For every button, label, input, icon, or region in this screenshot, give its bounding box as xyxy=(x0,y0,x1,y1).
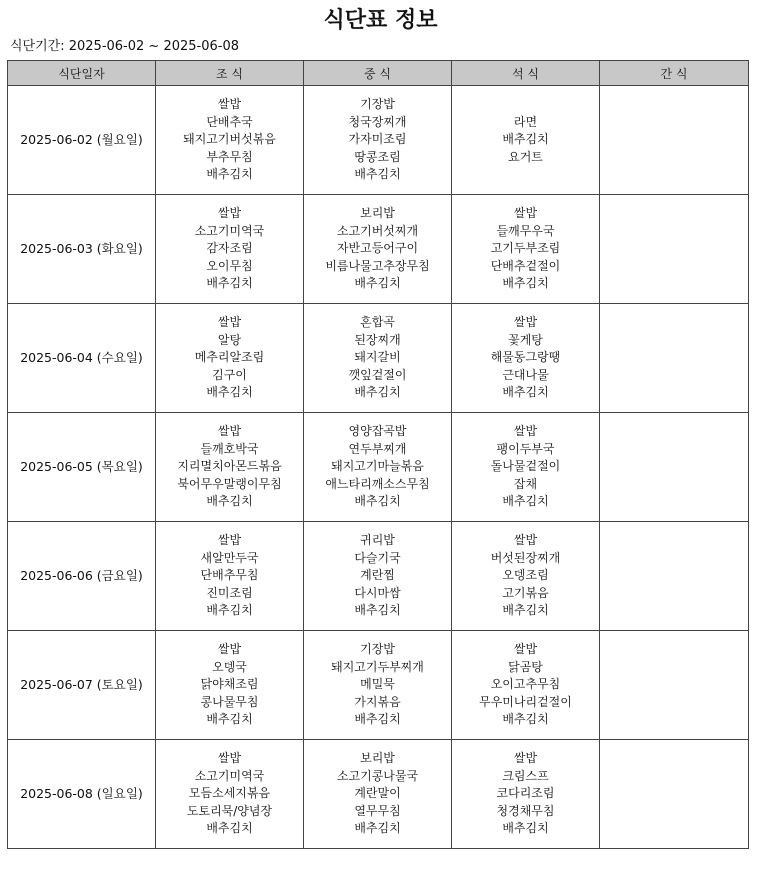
menu-cell-snack xyxy=(600,522,749,631)
menu-item: 단배추겉절이 xyxy=(490,258,561,273)
menu-item: 감자조림 xyxy=(206,241,253,256)
menu-item: 쌀밥 xyxy=(217,97,242,112)
menu-item: 메밀묵 xyxy=(360,677,395,692)
menu-table xyxy=(7,60,749,849)
menu-item: 콩나물무침 xyxy=(200,694,259,709)
table-row xyxy=(8,86,749,195)
menu-date: 2025-06-03 (화요일) xyxy=(8,195,156,304)
menu-item: 알탕 xyxy=(217,332,242,347)
menu-item: 쌀밥 xyxy=(217,315,242,330)
menu-item: 배추김치 xyxy=(502,385,549,400)
menu-item: 잡채 xyxy=(513,476,538,491)
menu-item: 소고기미역국 xyxy=(194,223,265,238)
menu-item: 오이무침 xyxy=(206,258,253,273)
menu-cell-lunch xyxy=(304,304,452,413)
menu-item: 땅콩조림 xyxy=(354,149,401,164)
menu-item: 배추김치 xyxy=(354,385,401,400)
menu-item: 새알만두국 xyxy=(200,550,259,565)
menu-item: 쌀밥 xyxy=(217,533,242,548)
menu-item: 배추김치 xyxy=(354,712,401,727)
menu-item: 쌀밥 xyxy=(513,424,538,439)
menu-item: 된장찌개 xyxy=(354,332,401,347)
menu-date: 2025-06-05 (목요일) xyxy=(8,413,156,522)
table-row xyxy=(8,304,749,413)
menu-item: 비름나물고추장무침 xyxy=(325,258,430,273)
menu-item: 계란찜 xyxy=(360,568,395,583)
menu-cell-lunch xyxy=(304,631,452,740)
menu-item: 돼지고기버섯볶음 xyxy=(183,132,276,147)
menu-item: 연두부찌개 xyxy=(348,441,407,456)
menu-item: 쌀밥 xyxy=(513,206,538,221)
menu-cell-breakfast xyxy=(156,413,304,522)
menu-item: 배추김치 xyxy=(206,712,253,727)
menu-item: 기장밥 xyxy=(360,97,395,112)
menu-cell-breakfast xyxy=(156,522,304,631)
menu-item: 배추김치 xyxy=(502,821,549,836)
menu-item: 보리밥 xyxy=(360,206,395,221)
menu-item: 김구이 xyxy=(212,367,247,382)
menu-body xyxy=(8,86,749,849)
menu-item: 배추김치 xyxy=(206,167,253,182)
menu-item: 배추김치 xyxy=(354,603,401,618)
menu-item: 해물동그랑땡 xyxy=(490,350,561,365)
menu-item: 보리밥 xyxy=(360,751,395,766)
menu-item: 크림스프 xyxy=(502,768,549,783)
menu-item: 배추김치 xyxy=(354,276,401,291)
menu-item: 배추김치 xyxy=(354,821,401,836)
menu-item: 꽃게탕 xyxy=(508,332,543,347)
menu-item: 단배추무침 xyxy=(200,568,259,583)
menu-item: 도토리묵/양념장 xyxy=(186,803,273,818)
menu-item: 귀리밥 xyxy=(360,533,395,548)
menu-cell-breakfast xyxy=(156,304,304,413)
menu-item: 배추김치 xyxy=(502,132,549,147)
menu-item: 쌀밥 xyxy=(217,424,242,439)
menu-item: 들깨호박국 xyxy=(200,441,259,456)
table-row xyxy=(8,195,749,304)
menu-item: 배추김치 xyxy=(206,276,253,291)
menu-item: 애느타리깨소스무침 xyxy=(325,476,430,491)
menu-item: 진미조림 xyxy=(206,585,253,600)
menu-item: 배추김치 xyxy=(206,494,253,509)
menu-item: 코다리조림 xyxy=(496,786,555,801)
menu-item: 다시마쌈 xyxy=(354,585,401,600)
menu-item: 청경채무침 xyxy=(496,803,555,818)
menu-item: 배추김치 xyxy=(502,712,549,727)
menu-item: 메추리알조림 xyxy=(194,350,265,365)
menu-item: 가자미조림 xyxy=(348,132,407,147)
menu-cell-lunch xyxy=(304,522,452,631)
menu-item: 배추김치 xyxy=(502,494,549,509)
menu-item: 오뎅국 xyxy=(212,659,247,674)
menu-item: 소고기콩나물국 xyxy=(336,768,419,783)
menu-cell-snack xyxy=(600,195,749,304)
header-dinner: 석 식 xyxy=(452,61,600,86)
menu-cell-lunch xyxy=(304,86,452,195)
menu-item: 지리멸치아몬드볶음 xyxy=(177,459,282,474)
menu-item: 혼합곡 xyxy=(360,315,395,330)
menu-item: 팽이두부국 xyxy=(496,441,555,456)
menu-item: 배추김치 xyxy=(206,821,253,836)
table-row xyxy=(8,413,749,522)
menu-cell-breakfast xyxy=(156,631,304,740)
menu-cell-dinner xyxy=(452,740,600,849)
menu-item: 돼지고기마늘볶음 xyxy=(331,459,424,474)
menu-item: 기장밥 xyxy=(360,642,395,657)
menu-item: 쌀밥 xyxy=(217,206,242,221)
menu-item: 배추김치 xyxy=(502,603,549,618)
header-date: 식단일자 xyxy=(8,61,156,86)
menu-item: 무우미나리겉절이 xyxy=(479,694,572,709)
menu-item: 모듬소세지볶음 xyxy=(188,786,271,801)
menu-item: 라면 xyxy=(513,114,538,129)
menu-item: 영양잡곡밥 xyxy=(348,424,407,439)
menu-item: 돼지갈비 xyxy=(354,350,401,365)
menu-item: 닭곰탕 xyxy=(508,659,543,674)
table-row xyxy=(8,522,749,631)
menu-item: 오뎅조림 xyxy=(502,568,549,583)
menu-cell-breakfast xyxy=(156,740,304,849)
menu-item: 쌀밥 xyxy=(217,751,242,766)
menu-item: 쌀밥 xyxy=(513,751,538,766)
menu-item: 돌나물겉절이 xyxy=(490,459,561,474)
menu-cell-lunch xyxy=(304,413,452,522)
menu-cell-snack xyxy=(600,413,749,522)
menu-cell-dinner xyxy=(452,631,600,740)
menu-cell-snack xyxy=(600,631,749,740)
menu-item: 오이고추무침 xyxy=(490,677,561,692)
menu-cell-lunch xyxy=(304,195,452,304)
menu-date: 2025-06-02 (월요일) xyxy=(8,86,156,195)
menu-cell-snack xyxy=(600,304,749,413)
menu-cell-snack xyxy=(600,740,749,849)
menu-item: 요거트 xyxy=(508,149,543,164)
menu-item: 닭야채조림 xyxy=(200,677,259,692)
menu-cell-dinner xyxy=(452,304,600,413)
table-row xyxy=(8,740,749,849)
menu-item: 계란말이 xyxy=(354,786,401,801)
menu-item: 소고기버섯찌개 xyxy=(336,223,419,238)
menu-cell-dinner xyxy=(452,195,600,304)
menu-period: 식단기간: 2025-06-02 ~ 2025-06-08 xyxy=(10,39,240,54)
header-breakfast: 조 식 xyxy=(156,61,304,86)
menu-date: 2025-06-07 (토요일) xyxy=(8,631,156,740)
menu-item: 고기볶음 xyxy=(502,585,549,600)
menu-item: 다슬기국 xyxy=(354,550,401,565)
menu-item: 들깨무우국 xyxy=(496,223,555,238)
menu-item: 배추김치 xyxy=(354,494,401,509)
menu-cell-lunch xyxy=(304,740,452,849)
menu-date: 2025-06-08 (일요일) xyxy=(8,740,156,849)
menu-item: 열무무침 xyxy=(354,803,401,818)
header-snack: 간 식 xyxy=(600,61,749,86)
menu-item: 부추무침 xyxy=(206,149,253,164)
menu-item: 근대나물 xyxy=(502,367,549,382)
menu-item: 쌀밥 xyxy=(513,642,538,657)
menu-item: 쌀밥 xyxy=(513,533,538,548)
menu-cell-dinner xyxy=(452,86,600,195)
header-row xyxy=(8,61,749,86)
menu-item: 쌀밥 xyxy=(513,315,538,330)
menu-item: 깻잎겉절이 xyxy=(348,367,407,382)
menu-item: 배추김치 xyxy=(502,276,549,291)
page-title: 식단표 정보 xyxy=(323,8,438,33)
menu-item: 배추김치 xyxy=(206,385,253,400)
menu-date: 2025-06-06 (금요일) xyxy=(8,522,156,631)
menu-cell-dinner xyxy=(452,522,600,631)
menu-cell-breakfast xyxy=(156,195,304,304)
menu-item: 배추김치 xyxy=(354,167,401,182)
menu-item: 돼지고기두부찌개 xyxy=(331,659,424,674)
menu-item: 자반고등어구이 xyxy=(336,241,419,256)
menu-item: 소고기미역국 xyxy=(194,768,265,783)
menu-item: 가지볶음 xyxy=(354,694,401,709)
menu-item: 고기두부조림 xyxy=(490,241,561,256)
menu-item: 북어무우말랭이무침 xyxy=(177,476,282,491)
table-row xyxy=(8,631,749,740)
header-lunch: 중 식 xyxy=(304,61,452,86)
menu-cell-breakfast xyxy=(156,86,304,195)
menu-item: 배추김치 xyxy=(206,603,253,618)
menu-cell-snack xyxy=(600,86,749,195)
menu-item: 단배추국 xyxy=(206,114,253,129)
menu-cell-dinner xyxy=(452,413,600,522)
menu-item: 청국장찌개 xyxy=(348,114,407,129)
menu-date: 2025-06-04 (수요일) xyxy=(8,304,156,413)
menu-item: 쌀밥 xyxy=(217,642,242,657)
menu-item: 버섯된장찌개 xyxy=(490,550,561,565)
